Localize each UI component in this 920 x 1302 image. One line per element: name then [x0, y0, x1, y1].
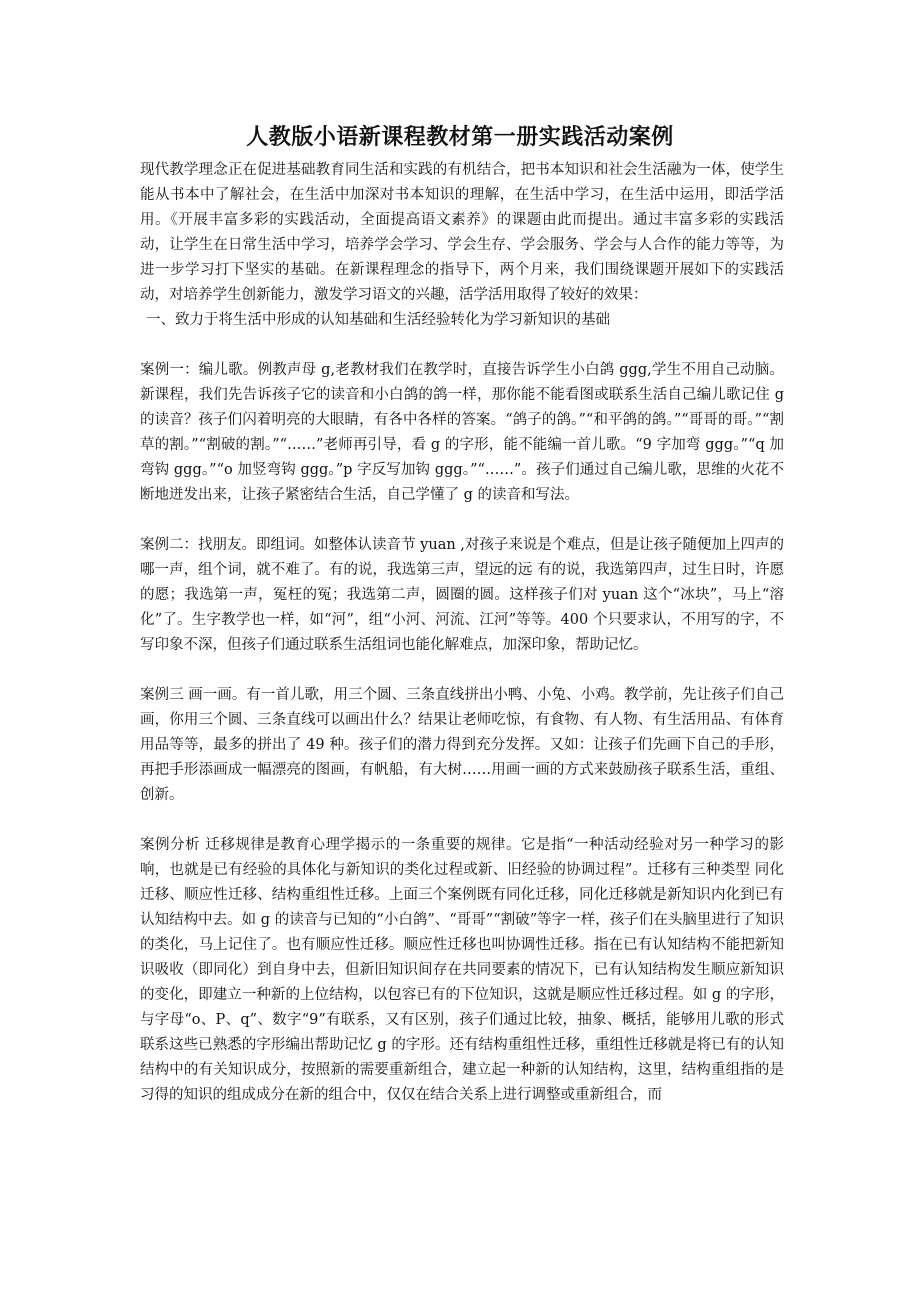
section-heading: 一、致力于将生活中形成的认知基础和生活经验转化为学习新知识的基础 — [146, 312, 610, 328]
case-analysis-paragraph: 案例分析 迁移规律是教育心理学揭示的一条重要的规律。它是指“一种活动经验对另一种学习的影响，也就是已有经验的具体化与新知识的类化过程或新、旧经验的协调过程”。迁移有三种类型 同化迁移、顺应性迁移、结构重组性迁移。上面三个案例既有同化迁移，同化迁移就是新知识内化到已有认知结构中去。如 g 的读音与已知的“小白鸽”、“哥哥”“割破”等字一样，孩子们在头脑里进行了知识的类化，马上记住了。也有顺应性迁移。顺应性迁移也叫协调性迁移。指在已有认知结构不能把新知识吸收（即同化）到自身中去，但新旧知识间存在共同要素的情况下，已有认知结构发生顺应新知识的变化，即建立一种新的上位结构，以包容已有的下位知识，这就是顺应性迁移过程。如 g 的字形，与字母“o、P、q”、数字“9”有联系，又有区别，孩子们通过比较，抽象、概括，能够用儿歌的形式联系这些已熟悉的字形编出帮助记忆 g 的字形。还有结构重组性迁移，重组性迁移就是将已有的认知结构中的有关知识成分，按照新的需要重新组合，建立起一种新的认知结构，这里，结构重组指的是习得的知识的组成成分在新的组合中，仅仅在结合关系上进行调整或重新组合，而 — [140, 837, 784, 1103]
paragraph-spacer — [140, 808, 784, 833]
case-three-paragraph: 案例三 画一画。有一首儿歌，用三个圆、三条直线拼出小鸭、小兔、小鸡。教学前，先让孩子们自己画，你用三个圆、三条直线可以画出什么？结果让老师吃惊，有食物、有人物、有生活用品、有体育用品等等，最多的拼出了 49 种。孩子们的潜力得到充分发挥。又如：让孩子们先画下自己的手形，再把手形添画成一幅漂亮的图画，有帆船，有大树……用画一画的方式来鼓励孩子联系生活，重组、创新。 — [140, 687, 784, 803]
document-title: 人教版小语新课程教材第一册实践活动案例 — [246, 124, 674, 150]
document-body — [140, 158, 784, 1108]
case-one-paragraph: 案例一：编儿歌。例教声母 g,老教材我们在教学时，直接告诉学生小白鸽 ggg,学生不用自己动脑。新课程，我们先告诉孩子它的读音和小白鸽的鸽一样，那你能不能看图或联系生活自己编儿歌记住 g 的读音？孩子们闪着明亮的大眼睛，有各中各样的答案。“鸽子的鸽。”“和平鸽的鸽。”“哥哥的哥。”“割草的割。”“割破的割。”“……”老师再引导，看 g 的字形，能不能编一首儿歌。“9 字加弯 ggg。”“q 加弯钩 ggg。”“o 加竖弯钩 ggg。”p 字反写加钩 ggg。”“……”。孩子们通过自己编儿歌，思维的火花不断地迸发出来，让孩子紧密结合生活，自己学懂了 g 的读音和写法。 — [140, 362, 784, 503]
paragraph-spacer — [140, 658, 784, 683]
paragraph-spacer — [140, 508, 784, 533]
case-two-paragraph: 案例二：找朋友。即组词。如整体认读音节 yuan ,对孩子来说是个难点，但是让孩子随便加上四声的哪一声，组个词，就不难了。有的说，我选第三声，望远的远 有的说，我选第四声，过生日时，许愿的愿；我选第一声，冤枉的冤；我选第二声，圆圈的圆。这样孩子们对 yuan 这个“冰块”，马上“溶化”了。生字教学也一样，如“河”，组“小河、河流、江河”等等。400 个只要求认，不用写的字，不写印象不深，但孩子们通过联系生活组词也能化解难点，加深印象，帮助记忆。 — [140, 537, 784, 653]
intro-paragraph: 现代教学理念正在促进基础教育同生活和实践的有机结合，把书本知识和社会生活融为一体，使学生能从书本中了解社会，在生活中加深对书本知识的理解，在生活中学习，在生活中运用，即活学活用。《开展丰富多彩的实践活动，全面提高语文素养》的课题由此而提出。通过丰富多彩的实践活动，让学生在日常生活中学习，培养学会学习、学会生存、学会服务、学会与人合作的能力等等，为进一步学习打下坚实的基础。在新课程理念的指导下，两个月来，我们围绕课题开展如下的实践活动，对培养学生创新能力，激发学习语文的兴趣，活学活用取得了较好的效果： — [140, 162, 784, 303]
paragraph-spacer — [140, 333, 784, 358]
